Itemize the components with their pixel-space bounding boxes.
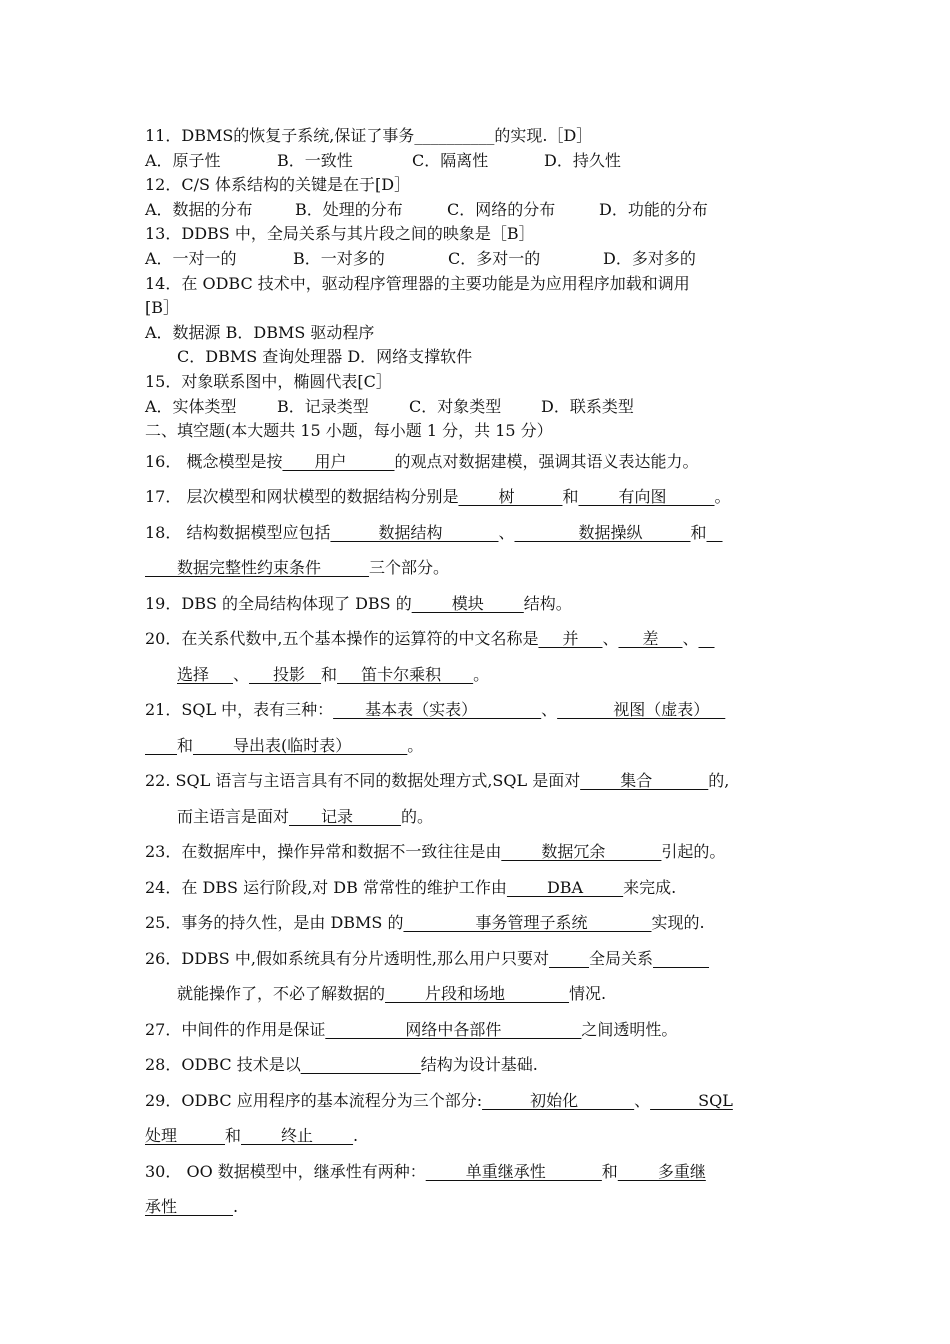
answer-fill: 承性_______: [145, 1197, 234, 1217]
answer-fill: ___笛卡尔乘积____: [337, 664, 474, 684]
option-a: A．数据的分布: [145, 199, 253, 219]
answer-fill: __: [706, 522, 723, 542]
q-text: 、: [634, 1090, 651, 1110]
option-c: C．多对一的: [448, 248, 541, 268]
q-text: 27．中间件的作用是保证: [145, 1019, 326, 1039]
q21-line: [145, 692, 810, 728]
q-tail: 。: [407, 735, 424, 755]
q-text: 和: [177, 735, 194, 755]
option-b: B．一对多的: [293, 248, 385, 268]
q19-line: [145, 586, 810, 622]
answer-fill: _____数据冗余_______: [501, 842, 662, 862]
question-text: 12．C/S 体系结构的关键是在于[D］: [145, 175, 411, 195]
q-tail: 的,: [708, 771, 730, 791]
answer-fill: ____用户______: [282, 451, 395, 471]
q12-line: [145, 173, 810, 198]
option-a: A．一对一的: [145, 248, 237, 268]
option-d: D．持久性: [544, 150, 621, 170]
q11-options: [145, 149, 810, 174]
answer-fill: _____DBA_____: [506, 877, 624, 897]
answer-fill: _____模块_____: [411, 593, 524, 613]
answer-fill: _____单重继承性_______: [425, 1161, 602, 1181]
q-tail: 来完成.: [623, 877, 677, 897]
q-tail: 。: [714, 487, 731, 507]
question-text: 14．在 ODBC 技术中，驱动程序管理器的主要功能是为应用程序加载和调用: [145, 273, 690, 293]
answer-fill: _______: [653, 948, 710, 968]
option-c: C．对象类型: [409, 396, 502, 416]
q-text: 22. SQL 语言与主语言具有不同的数据处理方式,SQL 是面对: [145, 771, 581, 791]
answer-fill: _______________: [300, 1055, 421, 1075]
answer-blank: __________: [414, 126, 495, 145]
q25-line: [145, 905, 810, 941]
section-heading: [145, 419, 810, 444]
answer-fill: ____: [145, 735, 177, 755]
option-b: B．记录类型: [277, 396, 369, 416]
q-text: 21．SQL 中，表有三种：: [145, 700, 334, 720]
q12-options: [145, 198, 810, 223]
q29-line-2: [145, 1118, 810, 1154]
answer-fill: ___差___: [618, 629, 683, 649]
answer-fill: _____多重继: [617, 1161, 706, 1181]
q-text: 、: [541, 700, 558, 720]
answer-fill: ______数据结构_______: [330, 522, 499, 542]
q-text: 24．在 DBS 运行阶段,对 DB 常常性的维护工作由: [145, 877, 507, 897]
q-tail: 引起的。: [661, 842, 726, 862]
q26-line-2: [145, 976, 810, 1012]
q24-line: [145, 870, 810, 906]
q-tail: 之间透明性。: [581, 1019, 678, 1039]
option-c: C．隔离性: [412, 150, 489, 170]
q-text: 23．在数据库中，操作异常和数据不一致往往是由: [145, 842, 502, 862]
q14-line: [145, 272, 810, 297]
q22-line-2: [145, 799, 810, 835]
q-text: 、: [498, 522, 515, 542]
options-cd: C．DBMS 查询处理器 D．网络支撑软件: [177, 347, 473, 367]
answer-fill: ________数据操纵______: [514, 522, 691, 542]
q13-options: [145, 247, 810, 272]
q-text: 和: [225, 1126, 242, 1146]
answer-fill: ____记录______: [289, 806, 402, 826]
q-tail: .: [353, 1126, 359, 1146]
q28-line: [145, 1047, 810, 1083]
q-text: 20．在关系代数中,五个基本操作的运算符的中文名称是: [145, 629, 539, 649]
q18-line-2: [145, 550, 810, 586]
q14-options-2: [145, 345, 810, 370]
options-ab: A．数据源 B．DBMS 驱动程序: [145, 322, 375, 342]
option-a: A．实体类型: [145, 396, 237, 416]
q-tail: 的。: [401, 806, 434, 826]
q11-line: [145, 124, 810, 149]
answer-fill: _____集合_______: [580, 771, 709, 791]
answer-fill: ____基本表（实表）________: [333, 700, 542, 720]
q-tail: 。: [473, 664, 490, 684]
q-text: 28．ODBC 技术是以: [145, 1055, 301, 1075]
answer-fill: 处理______: [145, 1126, 226, 1146]
answer-fill: ____数据完整性约束条件______: [145, 558, 370, 578]
answer-fill: ___投影__: [249, 664, 322, 684]
answer-fill: _____终止_____: [241, 1126, 354, 1146]
section-title: 二、填空题(本大题共 15 小题，每小题 1 分，共 15 分）: [145, 421, 553, 441]
q-tail: .: [233, 1197, 239, 1217]
q-text: 和: [562, 487, 579, 507]
q-text: 全局关系: [589, 948, 654, 968]
answer-fill: ______SQL: [650, 1090, 733, 1110]
q13-line: [145, 222, 810, 247]
q-tail: 结构。: [523, 593, 572, 613]
q14-options-1: [145, 321, 810, 346]
q14-line-2: [145, 296, 810, 321]
q21-line-2: [145, 728, 810, 764]
q-text: 和: [601, 1161, 618, 1181]
answer-fill: _____有向图______: [578, 487, 715, 507]
question-text: 13．DDBS 中，全局关系与其片段之间的映象是［B］: [145, 224, 535, 244]
answer-fill: _____片段和场地________: [385, 984, 570, 1004]
q-text: 25．事务的持久性，是由 DBMS 的: [145, 913, 404, 933]
option-b: B．一致性: [277, 150, 353, 170]
q22-line: [145, 763, 810, 799]
option-b: B．处理的分布: [295, 199, 403, 219]
q15-line: [145, 370, 810, 395]
q-tail: 实现的.: [651, 913, 705, 933]
q-tail: 结构为设计基础.: [420, 1055, 538, 1075]
question-text: 15．对象联系图中，椭圆代表[C］: [145, 371, 392, 391]
q26-line: [145, 941, 810, 977]
option-a: A．原子性: [145, 150, 221, 170]
answer-fill: _____树______: [458, 487, 563, 507]
answer-fill: _____导出表(临时表）_______: [193, 735, 408, 755]
q-text: 、: [682, 629, 699, 649]
q18-line: [145, 515, 810, 551]
q-text: 17． 层次模型和网状模型的数据结构分别是: [145, 487, 459, 507]
question-answer: [B］: [145, 298, 180, 318]
q-text: 18． 结构数据模型应包括: [145, 522, 331, 542]
answer-fill: __________网络中各部件__________: [325, 1019, 582, 1039]
q-text: 19．DBS 的全局结构体现了 DBS 的: [145, 593, 412, 613]
q16-line: [145, 444, 810, 480]
q29-line: [145, 1083, 810, 1119]
option-c: C．网络的分布: [447, 199, 556, 219]
answer-fill: ___并___: [538, 629, 603, 649]
q15-options: [145, 395, 810, 420]
q-tail: 三个部分。: [369, 558, 450, 578]
q23-line: [145, 834, 810, 870]
document-page: [145, 124, 810, 1225]
answer-fill: ______初始化_______: [482, 1090, 635, 1110]
q30-line-2: [145, 1189, 810, 1225]
q-tail: 情况.: [569, 984, 607, 1004]
q-text: 而主语言是面对: [177, 806, 290, 826]
question-text: 11．DBMS的恢复子系统,保证了事务: [145, 126, 415, 145]
q-text: 、: [602, 629, 619, 649]
q-text: 、: [233, 664, 250, 684]
answer-fill: _______视图（虚表）__: [557, 700, 726, 720]
answer-fill: _____: [549, 948, 589, 968]
question-tail: 的实现.［D］: [494, 126, 593, 145]
q17-line: [145, 479, 810, 515]
answer-fill: 选择___: [177, 664, 234, 684]
option-d: D．联系类型: [541, 396, 634, 416]
q20-line-2: [145, 657, 810, 693]
q27-line: [145, 1012, 810, 1048]
q-text: 30． OO 数据模型中，继承性有两种：: [145, 1161, 426, 1181]
q-text: 和: [690, 522, 707, 542]
q20-line: [145, 621, 810, 657]
option-d: D．功能的分布: [599, 199, 708, 219]
answer-fill: _________事务管理子系统________: [403, 913, 652, 933]
q30-line: [145, 1154, 810, 1190]
q-text: 26．DDBS 中,假如系统具有分片透明性,那么用户只要对: [145, 948, 549, 968]
q-text: 29．ODBC 应用程序的基本流程分为三个部分:: [145, 1090, 483, 1110]
option-d: D．多对多的: [603, 248, 696, 268]
q-tail: 的观点对数据建模，强调其语义表达能力。: [394, 451, 699, 471]
q-text: 就能操作了，不必了解数据的: [177, 984, 386, 1004]
answer-fill: __: [698, 629, 715, 649]
q-text: 和: [321, 664, 338, 684]
q-text: 16． 概念模型是按: [145, 451, 283, 471]
